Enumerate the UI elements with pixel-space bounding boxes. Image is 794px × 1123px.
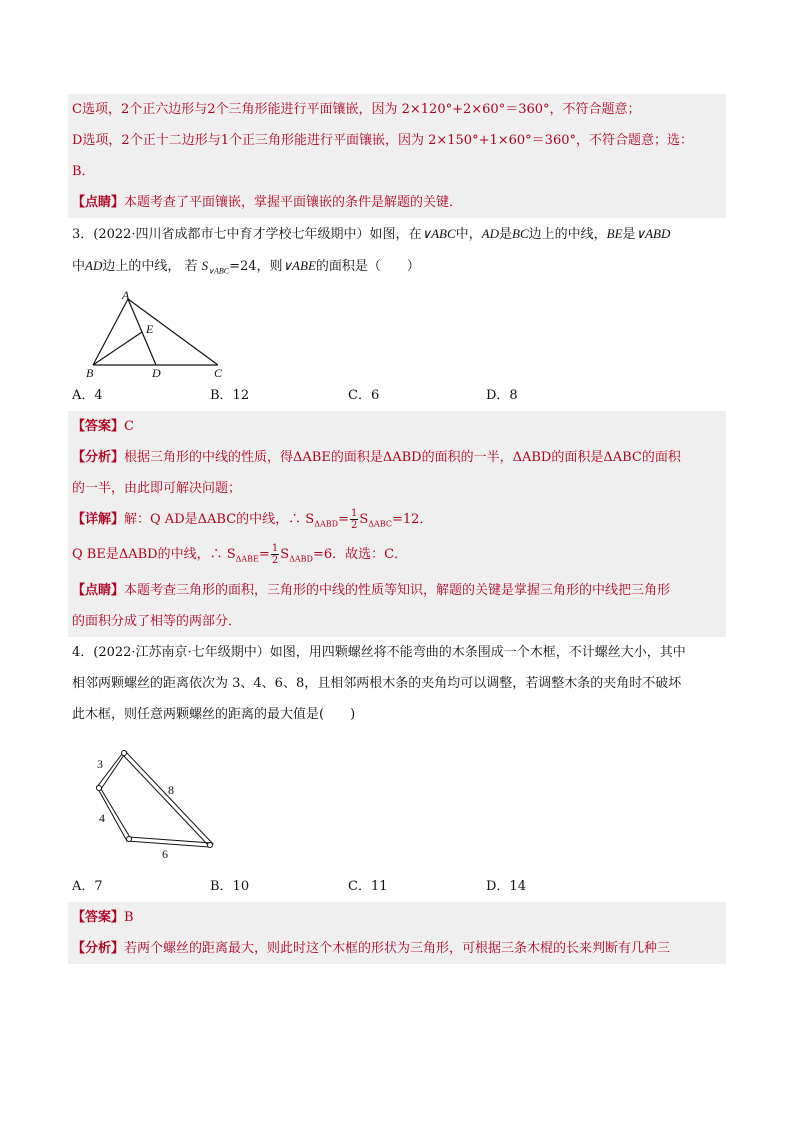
q4-answer: B <box>124 909 134 925</box>
vertex-label-c: C <box>214 365 223 377</box>
q3-option-c: C．6 <box>348 387 380 403</box>
q4-wood-frame-figure <box>78 746 722 866</box>
q3-stem-line2: 中AD边上的中线， 若 $S_{\vee ABC}=24$，则∨ABE的面积是（ ） <box>72 258 420 276</box>
q4-stem-line1: 4．(2022·江苏南京·七年级期中）如图，用四颗螺丝将不能弯曲的木条围成一个木框，不计螺丝大小，其中 <box>72 644 686 660</box>
side-label-3: 3 <box>97 756 103 771</box>
dianjing-tag: 【点睛】 <box>72 195 125 210</box>
q3-option-a: A．4 <box>72 387 103 403</box>
q4-solution-block <box>68 902 726 964</box>
q3-triangle-figure <box>78 291 722 381</box>
q4-options <box>72 872 722 902</box>
q3-answer: C <box>124 418 134 434</box>
q3-dianjing-row1: 【点睛】本题考查三角形的面积，三角形的中线的性质等知识，解题的关键是掌握三角形的中线把三角形 <box>72 582 671 598</box>
vertex-label-e: E <box>146 321 154 336</box>
q4-analysis-row1: 【分析】若两个螺丝的距离最大，则此时这个木框的形状为三角形，可根据三条木棍的长来判断有几种三 <box>72 940 671 956</box>
q3-option-b: B．12 <box>210 387 250 403</box>
q3-detail-row1: 【详解】解：Q AD是ΔABC的中线，∴ $S_{\Delta ABD}=$ $\frac{1}{2}$ $S_{\Delta ABC}=12$． <box>72 507 433 531</box>
previous-solution-block <box>68 94 726 218</box>
option-d-explanation: D选项，2个正十二边形与1个正三角形能进行平面镶嵌，因为 2×150°+1×60°＝360°，不符合题意；选： <box>72 133 693 148</box>
option-d-answer: B． <box>72 164 95 179</box>
q4-stem-line3: 此木框，则任意两颗螺丝的距离的最大值是( ) <box>72 706 356 722</box>
side-label-4: 4 <box>99 810 105 825</box>
side-label-8: 8 <box>168 782 174 797</box>
option-c-explanation: C选项，2个正六边形与2个三角形能进行平面镶嵌，因为 2×120°+2×60°＝360°，不符合题意； <box>72 102 641 117</box>
q3-option-d: D．8 <box>486 387 518 403</box>
vertex-label-a: A <box>122 290 130 302</box>
q4-answer-row: 【答案】B <box>72 909 134 925</box>
q3-solution-block <box>68 411 726 637</box>
q3-analysis-row1: 【分析】根据三角形的中线的性质，得ΔABE的面积是ΔABD的面积的一半，ΔABD的面积是ΔABC的面积 <box>72 449 681 465</box>
side-label-6: 6 <box>162 846 168 861</box>
q4-option-d: D．14 <box>486 878 526 894</box>
document-page <box>72 94 722 964</box>
q3-stem-line1: 3．(2022·四川省成都市七中育才学校七年级期中）如图，在∨ABC中，AD是BC边上的中线，BE是∨ABD <box>72 226 671 242</box>
q4-option-b: B．10 <box>210 878 250 894</box>
vertex-label-b: B <box>86 365 94 377</box>
q4-option-a: A．7 <box>72 878 103 894</box>
q3-dianjing-row2: 的面积分成了相等的两部分． <box>72 613 242 629</box>
vertex-label-d: D <box>152 365 161 377</box>
q4-stem-line2: 相邻两颗螺丝的距离依次为 3、4、6、8，且相邻两根木条的夹角均可以调整，若调整木条的夹角时不破坏 <box>72 675 682 691</box>
q3-answer-row: 【答案】C <box>72 418 134 434</box>
q3-analysis-row2: 的一半，由此即可解决问题； <box>72 480 242 496</box>
q4-option-c: C．11 <box>348 878 388 894</box>
dianjing-row <box>72 187 722 218</box>
dianjing-text: 本题考查了平面镶嵌，掌握平面镶嵌的条件是解题的关键． <box>124 195 463 210</box>
q3-options <box>72 381 722 411</box>
q3-detail-row2: Q BE是ΔABD的中线，∴ $S_{\Delta ABE}=$ $\frac{1}{2}$ $S_{\Delta ABD}=6$．故选：C． <box>72 543 408 567</box>
